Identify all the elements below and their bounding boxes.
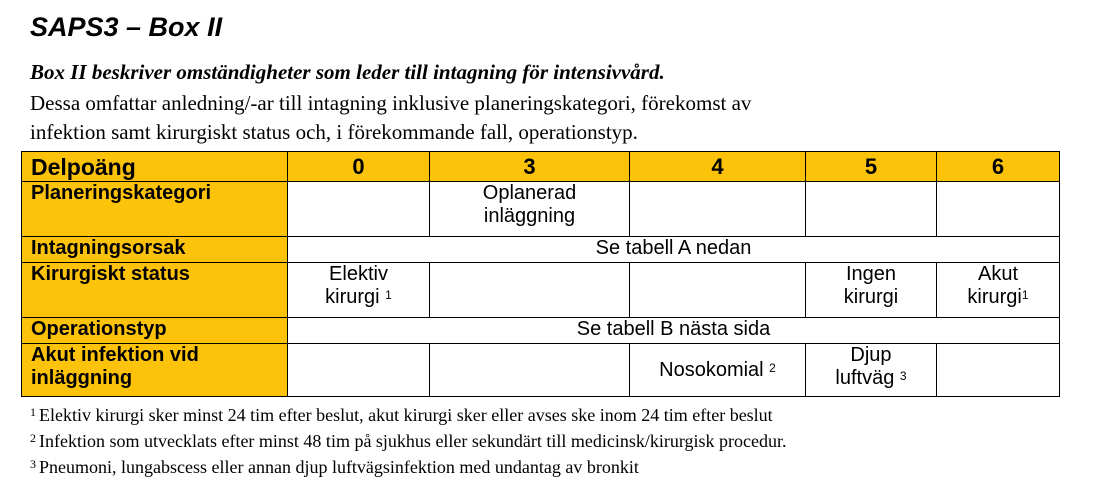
cell-text: kirurgi (967, 286, 1022, 308)
footnote-text: Infektion som utvecklats efter minst 48 tim på sjukhus eller sekundärt till medicinsk/kirurgisk procedur. (39, 431, 787, 451)
score-header-6: 6 (937, 152, 1060, 182)
score-header-0: 0 (288, 152, 430, 182)
description (30, 89, 751, 147)
table-row (22, 182, 1060, 237)
cell-text: kirurgi (325, 286, 380, 308)
footnote-ref: 1 (1021, 288, 1029, 302)
score-header-3: 3 (430, 152, 630, 182)
cell-se-tabell-b: Se tabell B nästa sida (288, 318, 1060, 344)
cell-se-tabell-a: Se tabell A nedan (288, 237, 1060, 263)
cell-empty (806, 182, 937, 237)
cell-empty (288, 344, 430, 397)
cell-empty (937, 344, 1060, 397)
saps3-box2-table (21, 151, 1060, 397)
footnote-1 (30, 402, 787, 428)
cell-text: inläggning (483, 205, 576, 227)
score-header-5: 5 (806, 152, 937, 182)
footnote-3 (30, 454, 787, 480)
cell-text: Djup (850, 344, 892, 366)
footnote-ref: 2 (769, 360, 776, 375)
cell-ingen-kirurgi (806, 263, 937, 318)
cell-nosokomial (630, 344, 806, 397)
cell-text: Akut (977, 263, 1019, 285)
subtitle: Box II beskriver omständigheter som leder till intagning för intensivvård. (30, 60, 665, 84)
footnote-text: Pneumoni, lungabscess eller annan djup luftvägsinfektion med undantag av bronkit (39, 457, 639, 477)
cell-oplanerad-inlaggning (430, 182, 630, 237)
row-label-planeringskategori: Planeringskategori (22, 182, 288, 237)
footnote-number: 1 (30, 405, 36, 419)
description-line-1: Dessa omfattar anledning/-ar till intagning inklusive planeringskategori, förekomst av (30, 91, 752, 115)
table-row (22, 263, 1060, 318)
header-row (22, 152, 1060, 182)
footnote-number: 2 (30, 431, 36, 445)
cell-text: Nosokomial (659, 358, 764, 381)
footnote-ref: 1 (385, 288, 392, 302)
cell-empty (937, 182, 1060, 237)
row-label-operationstyp: Operationstyp (22, 318, 288, 344)
cell-empty (288, 182, 430, 237)
score-header-4: 4 (630, 152, 806, 182)
cell-elektiv-kirurgi (288, 263, 430, 318)
cell-text: luftväg (835, 367, 895, 389)
cell-text: Oplanerad (482, 182, 577, 204)
footnote-2 (30, 428, 787, 454)
table-row (22, 237, 1060, 263)
row-label-line: inläggning (31, 367, 133, 389)
page-title: SAPS3 – Box II (30, 12, 223, 42)
table-row (22, 344, 1060, 397)
footnote-ref: 3 (899, 369, 907, 383)
cell-empty (630, 263, 806, 318)
footnote-number: 3 (30, 457, 36, 471)
header-label: Delpoäng (22, 152, 288, 182)
cell-empty (430, 344, 630, 397)
row-label-intagningsorsak: Intagningsorsak (22, 237, 288, 263)
footnote-text: Elektiv kirurgi sker minst 24 tim efter beslut, akut kirurgi sker eller avses ske inom 24 tim efter beslut (39, 405, 773, 425)
cell-akut-kirurgi (937, 263, 1060, 318)
cell-djup-luftvag (806, 344, 937, 397)
cell-empty (630, 182, 806, 237)
row-label-akut-infektion (22, 344, 288, 397)
row-label-line: Akut infektion vid (31, 344, 199, 366)
cell-text: kirurgi (843, 286, 899, 308)
cell-text: Ingen (845, 263, 897, 285)
description-line-2: infektion samt kirurgiskt status och, i förekommande fall, operationstyp. (30, 120, 638, 144)
row-label-kirurgiskt-status: Kirurgiskt status (22, 263, 288, 318)
cell-empty (430, 263, 630, 318)
cell-text: Elektiv (329, 263, 388, 285)
footnotes (30, 402, 787, 480)
table-row (22, 318, 1060, 344)
